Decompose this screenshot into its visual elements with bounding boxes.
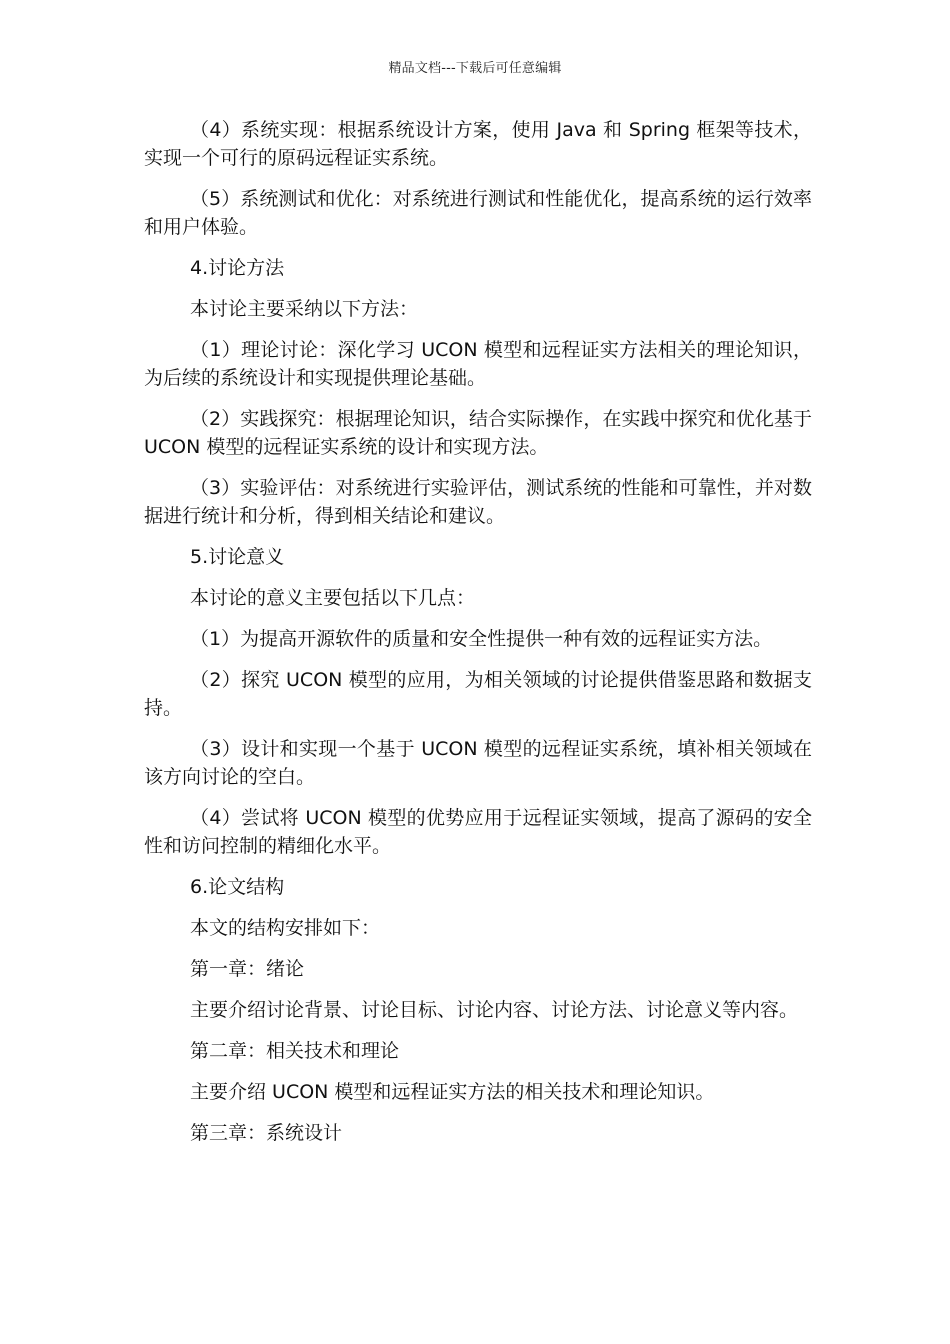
section-heading-methods: 4.讨论方法: [190, 257, 285, 279]
section-heading-structure: 6.论文结构: [190, 876, 285, 898]
paragraph-significance-3: （3）设计和实现一个基于 UCON 模型的远程证实系统，填补相关领域在该方向讨论的空白。: [144, 738, 812, 788]
chapter-1-title: 第一章：绪论: [190, 958, 305, 980]
chapter-3-title: 第三章：系统设计: [190, 1122, 343, 1144]
chapter-2-title: 第二章：相关技术和理论: [190, 1040, 400, 1062]
paragraph-system-testing: （5）系统测试和优化：对系统进行测试和性能优化，提高系统的运行效率和用户体验。: [144, 188, 812, 238]
paragraph-structure-intro: 本文的结构安排如下：: [190, 917, 381, 939]
paragraph-significance-4: （4）尝试将 UCON 模型的优势应用于远程证实领域，提高了源码的安全性和访问控制的精细化水平。: [144, 807, 812, 857]
section-heading-significance: 5.讨论意义: [190, 546, 285, 568]
page-header: 精品文档---下载后可任意编辑: [388, 61, 562, 76]
chapter-1-description: 主要介绍讨论背景、讨论目标、讨论内容、讨论方法、讨论意义等内容。: [190, 999, 799, 1021]
paragraph-significance-2: （2）探究 UCON 模型的应用，为相关领域的讨论提供借鉴思路和数据支持。: [144, 669, 812, 719]
paragraph-methods-intro: 本讨论主要采纳以下方法：: [190, 298, 419, 320]
paragraph-theory-study: （1）理论讨论：深化学习 UCON 模型和远程证实方法相关的理论知识，为后续的系统设计和实现提供理论基础。: [144, 339, 812, 389]
paragraph-practice-exploration: （2）实践探究：根据理论知识，结合实际操作，在实践中探究和优化基于 UCON 模型的远程证实系统的设计和实现方法。: [144, 408, 812, 458]
paragraph-significance-1: （1）为提高开源软件的质量和安全性提供一种有效的远程证实方法。: [190, 628, 773, 650]
document-body: [144, 116, 812, 1160]
paragraph-system-implementation: （4）系统实现：根据系统设计方案，使用 Java 和 Spring 框架等技术，实现一个可行的原码远程证实系统。: [144, 119, 812, 169]
paragraph-experiment-evaluation: （3）实验评估：对系统进行实验评估，测试系统的性能和可靠性，并对数据进行统计和分析，得到相关结论和建议。: [144, 477, 812, 527]
chapter-2-description: 主要介绍 UCON 模型和远程证实方法的相关技术和理论知识。: [190, 1081, 715, 1103]
paragraph-significance-intro: 本讨论的意义主要包括以下几点：: [190, 587, 476, 609]
